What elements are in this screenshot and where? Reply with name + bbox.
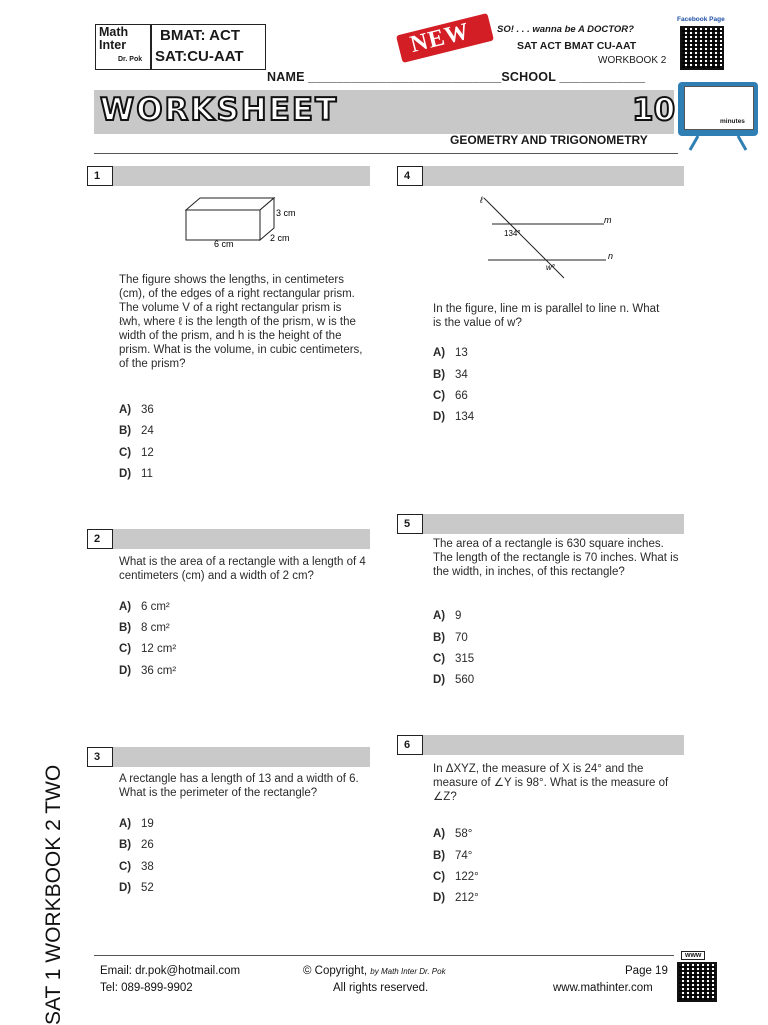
- question-1-text: The figure shows the lengths, in centimeters (cm), of the edges of a right rectangular prism. The volume V of a right rectangular prism is ℓwh, where ℓ is the length of the prism, w is the width of the prism, and h is the height of the prism. What is the volume, in cubic centimeters, of the prism?: [119, 274, 363, 370]
- logo-text: [99, 26, 149, 52]
- prism-figure: [180, 196, 320, 256]
- question-2-option-c[interactable]: C) 12 cm²: [119, 643, 177, 655]
- question-2-header: [87, 529, 370, 549]
- question-5-header: [397, 514, 684, 534]
- question-3-option-d[interactable]: D) 52: [119, 882, 154, 894]
- question-4-text: In the figure, line m is parallel to line n. What is the value of w?: [433, 303, 660, 329]
- question-1-option-c[interactable]: C) 12: [119, 447, 154, 459]
- side-workbook-label: SAT 1 WORKBOOK 2 TWO: [42, 764, 65, 1025]
- question-3-option-a[interactable]: A) 19: [119, 818, 154, 830]
- facebook-qr-code-icon[interactable]: [680, 26, 724, 70]
- question-6-text: In ΔXYZ, the measure of X is 24° and the measure of ∠Y is 98°. What is the measure of ∠Z?: [433, 763, 669, 803]
- prism-label-length: 6 cm: [214, 239, 234, 249]
- question-5-number: 5: [397, 514, 423, 534]
- brand-line-1: BMAT: ACT: [160, 27, 240, 44]
- question-3-option-c[interactable]: C) 38: [119, 861, 154, 873]
- question-4-number: 4: [397, 166, 423, 186]
- topic-heading: GEOMETRY AND TRIGONOMETRY: [450, 133, 648, 147]
- facebook-label: Facebook Page: [677, 16, 725, 23]
- question-6-option-a[interactable]: A) 58°: [433, 828, 473, 840]
- question-3-header: [87, 747, 370, 767]
- question-4-option-a[interactable]: A) 13: [433, 347, 468, 359]
- footer-rights: All rights reserved.: [333, 982, 429, 994]
- worksheet-title: WORKSHEET: [100, 92, 339, 128]
- exam-list: SAT ACT BMAT CU-AAT: [517, 40, 637, 52]
- footer-email[interactable]: Email: dr.pok@hotmail.com: [100, 965, 241, 977]
- question-4-header: [397, 166, 684, 186]
- question-6-option-c[interactable]: C) 122°: [433, 871, 479, 883]
- header-divider: [94, 153, 678, 154]
- brand-line-2: SAT:CU-AAT: [155, 48, 244, 65]
- question-6-option-b[interactable]: B) 74°: [433, 850, 473, 862]
- parallel-lines-figure: [470, 192, 630, 282]
- line-n-label: n: [608, 251, 614, 261]
- question-5-option-c[interactable]: C) 315: [433, 653, 475, 665]
- angle-134-label: 134°: [504, 229, 521, 238]
- logo-subtitle: Dr. Pok: [118, 56, 143, 63]
- footer-page-number: Page 19: [625, 965, 668, 977]
- logo-line-1: Math: [99, 25, 129, 39]
- question-2-option-b[interactable]: B) 8 cm²: [119, 622, 170, 634]
- angle-w-label: w°: [546, 263, 555, 272]
- question-1-option-b[interactable]: B) 24: [119, 425, 154, 437]
- question-5-option-d[interactable]: D) 560: [433, 674, 475, 686]
- question-5-option-b[interactable]: B) 70: [433, 632, 468, 644]
- question-2-text: What is the area of a rectangle with a length of 4 centimeters (cm) and a width of 2 cm?: [119, 556, 366, 582]
- question-4-option-d[interactable]: D) 134: [433, 411, 475, 423]
- question-2-option-a[interactable]: A) 6 cm²: [119, 601, 170, 613]
- question-6-option-d[interactable]: D) 212°: [433, 892, 479, 904]
- www-label: www: [681, 951, 705, 960]
- question-1-option-a[interactable]: A) 36: [119, 404, 154, 416]
- logo-line-2: Inter: [99, 38, 127, 52]
- question-1-number: 1: [87, 166, 113, 186]
- timer-stand-icon: [688, 136, 748, 150]
- tagline: SO! . . . wanna be A DOCTOR?: [497, 24, 634, 35]
- new-badge: [395, 7, 496, 69]
- footer-phone: Tel: 089-899-9902: [100, 982, 193, 994]
- question-1-header: [87, 166, 370, 186]
- question-1-option-d[interactable]: D) 11: [119, 468, 153, 480]
- question-4-option-c[interactable]: C) 66: [433, 390, 468, 402]
- line-m-label: m: [604, 215, 612, 225]
- worksheet-number: 10: [632, 92, 676, 128]
- transversal-label: ℓ: [480, 195, 483, 205]
- question-6-number: 6: [397, 735, 423, 755]
- footer-divider: [94, 955, 674, 956]
- question-2-option-d[interactable]: D) 36 cm²: [119, 665, 177, 677]
- question-3-text: A rectangle has a length of 13 and a width of 6. What is the perimeter of the rectangle?: [119, 773, 359, 799]
- question-5-text: The area of a rectangle is 630 square inches. The length of the rectangle is 70 inches. What is the width, in inches, of this rectangle?: [433, 538, 679, 578]
- question-5-option-a[interactable]: A) 9: [433, 610, 462, 622]
- footer-copyright: © Copyright, by Math Inter Dr. Pok: [303, 965, 446, 977]
- footer-website[interactable]: www.mathinter.com: [553, 982, 653, 994]
- website-qr-code-icon[interactable]: [677, 962, 717, 1002]
- timer-label: minutes: [720, 118, 745, 125]
- name-school-line: NAME ___________________________SCHOOL ____________: [267, 70, 646, 84]
- prism-label-width: 2 cm: [270, 233, 290, 243]
- new-badge-text: NEW: [407, 18, 473, 59]
- question-4-option-b[interactable]: B) 34: [433, 369, 468, 381]
- workbook-label: WORKBOOK 2: [598, 55, 667, 66]
- question-3-number: 3: [87, 747, 113, 767]
- question-3-option-b[interactable]: B) 26: [119, 839, 154, 851]
- question-2-number: 2: [87, 529, 113, 549]
- question-6-header: [397, 735, 684, 755]
- prism-label-height: 3 cm: [276, 208, 296, 218]
